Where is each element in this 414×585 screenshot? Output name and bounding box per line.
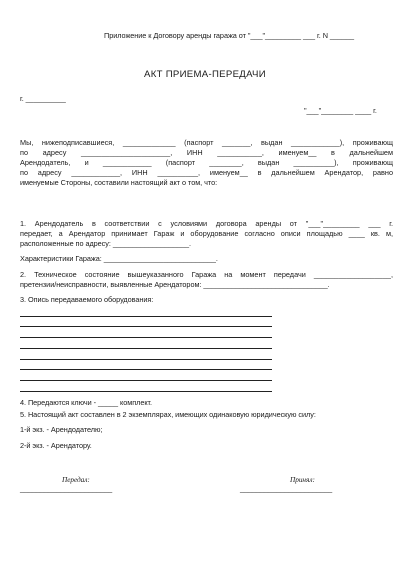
clause-2-line-1-b: ___________________, bbox=[313, 270, 393, 279]
inventory-line bbox=[20, 391, 272, 392]
intro-line-2 bbox=[20, 148, 393, 157]
inventory-line bbox=[20, 380, 272, 381]
inventory-line bbox=[20, 348, 272, 349]
intro-line-4-b: именуем__ в дальнейшем Арендатор, равно bbox=[209, 168, 394, 177]
intro-line-1 bbox=[20, 138, 393, 147]
intro-line-2-a: по адресу ______________________, bbox=[20, 148, 173, 157]
place-field: г. __________ bbox=[20, 94, 66, 103]
intro-line-5: именуемые Стороны, составили настоящий акт о том, что: bbox=[20, 178, 218, 187]
clause-1-line-1-a: 1. Арендодатель в соответствии с условиями договора аренды от "___"_________ bbox=[20, 219, 360, 228]
clause-3-heading: 3. Опись передаваемого оборудования: bbox=[20, 295, 154, 304]
date-field: "___"________ ____ г. bbox=[304, 106, 377, 115]
intro-line-1-b: (паспорт _______, выдан ____________), проживающ bbox=[184, 138, 394, 147]
clause-4: 4. Передаются ключи - _____ комплект. bbox=[20, 398, 153, 407]
inventory-line bbox=[20, 337, 272, 338]
inventory-line bbox=[20, 369, 272, 370]
intro-line-3-b: (паспорт ________, выдан __________), проживающ bbox=[165, 158, 394, 167]
received-by-label: Принял: bbox=[290, 475, 315, 484]
intro-line-4-a: по адресу ____________, ИНН __________, bbox=[20, 168, 201, 177]
clause-1-line-2-b: ____ кв. м, bbox=[348, 229, 393, 238]
inventory-line bbox=[20, 316, 272, 317]
transferred-by-line: _______________________ bbox=[20, 484, 113, 493]
clause-1-line-2 bbox=[20, 229, 393, 238]
clause-1-line-2-a: передает, а Арендатор принимает Гараж и оборудование согласно описи площадью bbox=[20, 229, 343, 238]
copy-1: 1-й экз. - Арендодателю; bbox=[20, 425, 103, 434]
clause-1-line-1-b: ___ г. bbox=[368, 219, 394, 228]
clause-2-line-1-a: 2. Техническое состояние вышеуказанного Гаража на момент передачи bbox=[20, 270, 306, 279]
intro-line-1-a: Мы, нижеподписавшиеся, _____________ bbox=[20, 138, 176, 147]
received-by-line: _______________________ bbox=[240, 484, 333, 493]
clause-2-line-1 bbox=[20, 270, 393, 279]
transferred-by-label: Передал: bbox=[62, 475, 90, 484]
clause-1-line-1 bbox=[20, 219, 393, 228]
garage-characteristics: Характеристики Гаража: ____________________________. bbox=[20, 254, 218, 263]
copy-2: 2-й экз. - Арендатору. bbox=[20, 441, 92, 450]
intro-line-4 bbox=[20, 168, 393, 177]
appendix-reference: Приложение к Договору аренды гаража от "___"_________ ___ г. N ______ bbox=[104, 31, 354, 40]
intro-line-3 bbox=[20, 158, 393, 167]
inventory-line bbox=[20, 359, 272, 360]
intro-line-3-a: Арендодатель, и ____________ bbox=[20, 158, 152, 167]
clause-5: 5. Настоящий акт составлен в 2 экземплярах, имеющих одинаковую юридическую силу: bbox=[20, 410, 316, 419]
inventory-line bbox=[20, 326, 272, 327]
clause-2-line-2: претензии/неисправности, выявленные Арендатором: _______________________________. bbox=[20, 280, 330, 289]
document-title: АКТ ПРИЕМА-ПЕРЕДАЧИ bbox=[144, 69, 266, 80]
clause-1-line-3: расположенные по адресу: ___________________. bbox=[20, 239, 191, 248]
intro-line-2-b: ИНН ___________, именуем__ в дальнейшем bbox=[186, 148, 393, 157]
